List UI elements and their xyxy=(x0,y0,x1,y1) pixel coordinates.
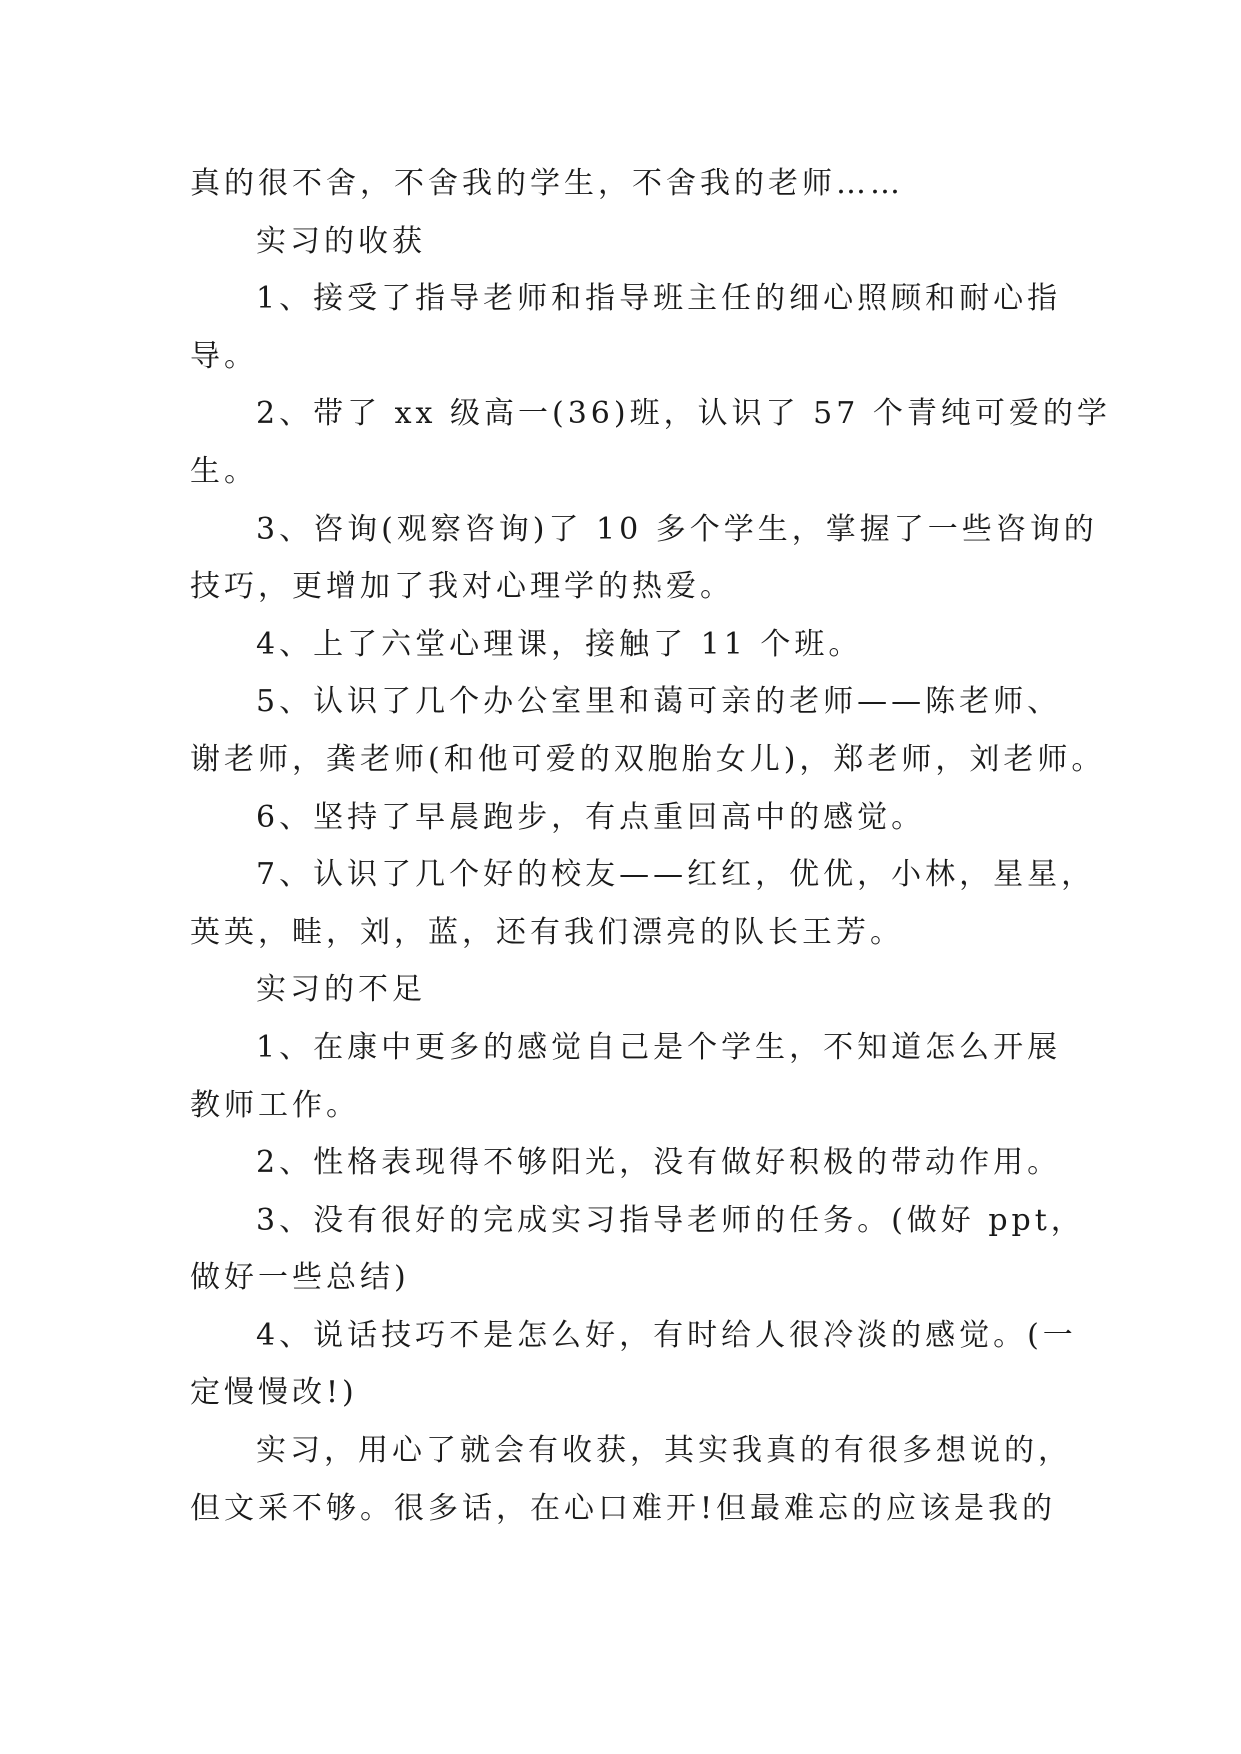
text-line: 定慢慢改!) xyxy=(190,1375,358,1411)
text-line: 4、说话技巧不是怎么好，有时给人很冷淡的感觉。(一 xyxy=(256,1317,1077,1353)
section-heading-gains: 实习的收获 xyxy=(256,223,426,259)
text-line: 导。 xyxy=(190,338,258,374)
text-line: 但文采不够。很多话，在心口难开!但最难忘的应该是我的 xyxy=(190,1490,1057,1526)
text-line: 2、带了 xx 级高一(36)班，认识了 57 个青纯可爱的学 xyxy=(256,396,1111,432)
text-line: 生。 xyxy=(190,453,258,489)
text-line: 6、坚持了早晨跑步，有点重回高中的感觉。 xyxy=(256,799,926,835)
text-line: 真的很不舍，不舍我的学生，不舍我的老师…… xyxy=(190,166,904,201)
text-line: 7、认识了几个好的校友——红红，优优，小林，星星， xyxy=(256,857,1096,893)
text-line: 3、没有很好的完成实习指导老师的任务。(做好 ppt， xyxy=(256,1202,1085,1238)
text-line: 1、接受了指导老师和指导班主任的细心照顾和耐心指 xyxy=(256,281,1062,317)
document-body xyxy=(190,155,1111,1537)
text-line: 1、在康中更多的感觉自己是个学生，不知道怎么开展 xyxy=(256,1029,1062,1065)
text-line: 英英，畦，刘，蓝，还有我们漂亮的队长王芳。 xyxy=(190,914,904,950)
text-line: 3、咨询(观察咨询)了 10 多个学生，掌握了一些咨询的 xyxy=(256,511,1098,547)
section-heading-shortcomings: 实习的不足 xyxy=(256,972,426,1008)
text-line: 做好一些总结) xyxy=(190,1260,410,1296)
text-line: 教师工作。 xyxy=(190,1087,360,1123)
text-line: 2、性格表现得不够阳光，没有做好积极的带动作用。 xyxy=(256,1145,1062,1181)
text-line: 5、认识了几个办公室里和蔼可亲的老师——陈老师、 xyxy=(256,684,1062,720)
text-line: 谢老师，龚老师(和他可爱的双胞胎女儿)，郑老师，刘老师。 xyxy=(190,741,1106,777)
text-line: 4、上了六堂心理课，接触了 11 个班。 xyxy=(256,626,863,662)
text-line: 实习，用心了就会有收获，其实我真的有很多想说的， xyxy=(256,1433,1072,1469)
text-line: 技巧，更增加了我对心理学的热爱。 xyxy=(190,569,734,605)
